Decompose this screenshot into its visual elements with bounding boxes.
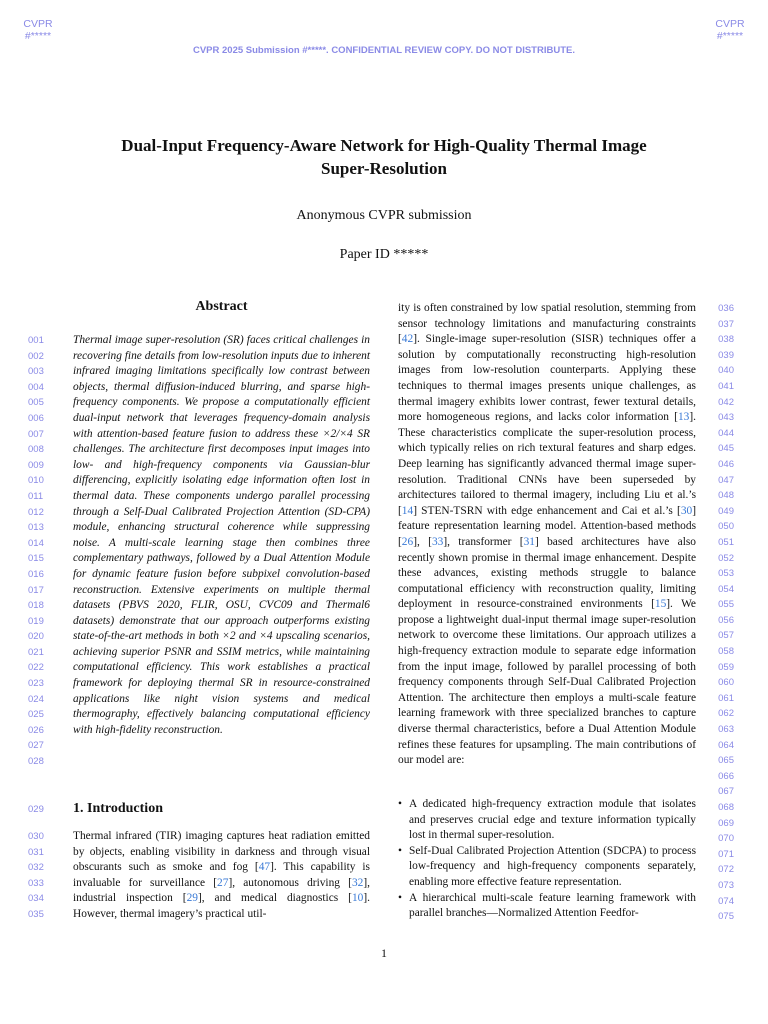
line-number: 029 xyxy=(28,804,44,815)
line-numbers-intro xyxy=(28,829,58,923)
citation-link[interactable]: 29 xyxy=(186,892,198,905)
line-number: 072 xyxy=(718,864,734,876)
line-number: 068 xyxy=(718,802,734,813)
cvpr-mark-left-line1: CVPR xyxy=(23,18,53,30)
line-number: 049 xyxy=(718,505,734,517)
contributions-list xyxy=(398,797,696,922)
line-number: 009 xyxy=(28,459,44,471)
line-number: 042 xyxy=(718,396,734,408)
abstract-text: Thermal image super-resolution (SR) faces critical challenges in recovering fine details from low-resolution inputs due to inherent infrared imaging limitations specifically low contrast between objects, thermal diffusion-induced blurring, and sparse high-frequency components. We propose a computationally efficient dual-input network that leverages frequency-domain analysis with attention-based feature fusion to address these ×2/×4 SR challenges. The architecture first decomposes input images into low- and high-frequency components via Gaussian-blur differencing, explicitly isolating edge information often lost in thermal data. These components undergo parallel processing through a Self-Dual Calibrated Projection Attention (SD-CPA) module, enhancing structural coherence while suppressing noise. A multi-scale learning stage then combines three complementary pathways, followed by a Dual Attention Module for dynamic feature fusion before subpixel convolution-based reconstruction. Extensive experiments on multiple thermal datasets (PBVS 2020, FLIR, OSU, CVC09 and Thermal6 datasets) demonstrate that our approach outperforms existing state-of-the-art methods in both ×2 and ×4 upscaling scenarios, achieving superior PSNR and SSIM metrics, while maintaining computational efficiency. This work establishes a practical framework for deploying thermal SR in resource-constrained applications like night vision systems and medical thermography, effectively balancing computational efficiency with high-fidelity reconstruction. xyxy=(73,334,370,736)
line-number: 028 xyxy=(28,756,44,768)
line-number: 010 xyxy=(28,475,44,487)
line-number: 043 xyxy=(718,412,734,424)
list-item-text: Self-Dual Calibrated Projection Attention (SDCPA) to process low-frequency and high-frequency components separately, enabling more effective feature representation. xyxy=(409,844,696,888)
list-item xyxy=(398,844,696,891)
line-number: 013 xyxy=(28,522,44,534)
line-number: 020 xyxy=(28,631,44,643)
line-number: 005 xyxy=(28,397,44,409)
line-number: 019 xyxy=(28,615,44,627)
line-number: 001 xyxy=(28,335,44,346)
line-number: 034 xyxy=(28,893,44,905)
body-text-run: ity is often constrained by low spatial resolution, stemming from sensor technology limitations and manufacturing constraints [ xyxy=(398,302,696,346)
line-number: 064 xyxy=(718,739,734,751)
line-number: 018 xyxy=(28,600,44,612)
line-number: 048 xyxy=(718,490,734,502)
citation-link[interactable]: 32 xyxy=(351,876,364,889)
line-number: 062 xyxy=(718,708,734,720)
cvpr-mark-left-line2: #***** xyxy=(24,30,52,42)
line-number: 026 xyxy=(28,724,44,736)
line-number: 075 xyxy=(718,911,734,923)
line-number: 069 xyxy=(718,817,734,829)
paper-title-line1: Dual-Input Frequency-Aware Network for High-Quality Thermal Image xyxy=(121,136,647,155)
right-column-paragraph xyxy=(398,301,696,769)
line-numbers-right xyxy=(712,301,734,925)
line-number: 065 xyxy=(718,755,734,767)
line-number: 067 xyxy=(718,786,734,798)
body-text-run: ]. These characteristics complicate the super-resolution process, which typically relies on rich textural features and sharp edges. Deep learning has significantly advanced thermal image super-resolution. Traditional CNNs have been superseded by architectures tailored to thermal imagery, including Liu et al.’s [ xyxy=(398,411,696,517)
section-heading-introduction: 1. Introduction xyxy=(73,801,163,816)
body-text-run: ] based architectures have also recently shown promise in thermal image enhancement. Despite these advances, existing methods struggle to balance computational efficiency with reconstruction quality, limiting deployment in resource-constrained environments [ xyxy=(398,535,696,611)
line-number: 061 xyxy=(718,692,734,704)
citation-link[interactable]: 27 xyxy=(217,876,229,889)
line-number: 015 xyxy=(28,553,44,565)
intro-paragraph xyxy=(73,829,370,923)
citation-link[interactable]: 42 xyxy=(401,333,414,346)
citation-link[interactable]: 26 xyxy=(401,535,414,548)
line-number: 044 xyxy=(718,427,734,439)
line-number: 007 xyxy=(28,428,44,440)
line-number: 070 xyxy=(718,833,734,845)
citation-link[interactable]: 47 xyxy=(258,861,271,874)
bullet-icon: • xyxy=(398,798,402,810)
line-number: 003 xyxy=(28,366,44,378)
cvpr-mark-left xyxy=(8,18,68,42)
line-number: 036 xyxy=(718,303,734,314)
line-number: 053 xyxy=(718,568,734,580)
paper-title-line2: Super-Resolution xyxy=(321,159,447,178)
body-text-run: ] feature representation learning model. Attention-based methods [ xyxy=(398,504,696,548)
line-number: 017 xyxy=(28,584,44,596)
line-number: 035 xyxy=(28,908,44,920)
line-number: 024 xyxy=(28,693,44,705)
line-number: 039 xyxy=(718,349,734,361)
line-number: 033 xyxy=(28,877,44,889)
intro-text-run: ], autonomous driving [ xyxy=(228,876,352,889)
line-number: 055 xyxy=(718,599,734,611)
paper-id: Paper ID ***** xyxy=(339,247,429,262)
line-number: 057 xyxy=(718,630,734,642)
cvpr-mark-right-line1: CVPR xyxy=(715,18,745,30)
body-text-run: ] STEN-TSRN with edge enhancement and Cai et al.’s [ xyxy=(413,504,681,517)
line-number: 045 xyxy=(718,443,734,455)
list-item-text: A hierarchical multi-scale feature learning framework with parallel branches—Normalized Attention Feedfor- xyxy=(409,891,696,920)
intro-text-run: ], industrial inspection [ xyxy=(73,876,370,905)
citation-link[interactable]: 31 xyxy=(523,535,535,548)
body-text-run: ], [ xyxy=(413,535,432,548)
line-number: 040 xyxy=(718,365,734,377)
line-number: 052 xyxy=(718,552,734,564)
line-number: 037 xyxy=(718,318,734,330)
line-number: 054 xyxy=(718,583,734,595)
line-number: 046 xyxy=(718,458,734,470)
line-number: 004 xyxy=(28,381,44,393)
cvpr-mark-right xyxy=(700,18,760,42)
list-item xyxy=(398,797,696,844)
body-text-run: ], transformer [ xyxy=(443,535,524,548)
line-number-intro-heading xyxy=(28,802,58,818)
line-number: 021 xyxy=(28,646,44,658)
line-number: 041 xyxy=(718,380,734,392)
line-number: 071 xyxy=(718,848,734,860)
abstract-heading: Abstract xyxy=(195,299,248,314)
line-number: 016 xyxy=(28,568,44,580)
confidential-notice: CVPR 2025 Submission #*****. CONFIDENTIAL REVIEW COPY. DO NOT DISTRIBUTE. xyxy=(192,45,575,56)
intro-text-run: ], and medical diagnostics [ xyxy=(197,892,352,905)
citation-link[interactable]: 30 xyxy=(680,504,693,517)
citation-link[interactable]: 14 xyxy=(401,504,414,517)
line-number: 066 xyxy=(718,770,734,782)
intro-text-run: Thermal infrared (TIR) imaging captures heat radiation emitted by objects, enabling visibility in darkness and through visual obscurants such as smoke and fog [ xyxy=(73,830,370,874)
bullet-icon: • xyxy=(398,891,402,904)
line-number: 056 xyxy=(718,614,734,626)
line-number: 012 xyxy=(28,506,44,518)
line-number: 027 xyxy=(28,740,44,752)
cvpr-mark-right-line2: #***** xyxy=(716,30,744,42)
line-number: 038 xyxy=(718,334,734,346)
line-number: 002 xyxy=(28,350,44,362)
line-number: 030 xyxy=(28,831,44,842)
line-number: 011 xyxy=(28,490,44,502)
line-number: 008 xyxy=(28,444,44,456)
line-number: 025 xyxy=(28,709,44,721)
line-number: 047 xyxy=(718,474,734,486)
line-number: 014 xyxy=(28,537,44,549)
intro-text-run: ]. However, thermal imagery’s practical util- xyxy=(73,892,371,920)
line-number: 006 xyxy=(28,412,44,424)
bullet-icon: • xyxy=(398,844,402,857)
list-item-text: A dedicated high-frequency extraction module that isolates and preserves crucial edge and texture information typically lost in thermal super-resolution. xyxy=(409,798,696,842)
line-number: 074 xyxy=(718,895,734,907)
line-number: 032 xyxy=(28,862,44,874)
line-number: 058 xyxy=(718,646,734,658)
paper-title xyxy=(80,134,688,180)
citation-link[interactable]: 33 xyxy=(431,535,444,548)
page-number: 1 xyxy=(381,946,387,960)
line-number: 063 xyxy=(718,724,734,736)
line-number: 031 xyxy=(28,846,44,858)
body-text-run: ]. Single-image super-resolution (SISR) techniques offer a solution by computationally reconstructing high-resolution images from low-resolution counterparts. Applying these techniques to thermal images presents unique challenges, as thermal imagery exhibits lower contrast, fewer textural details, more homogeneous regions, and lacks color information [ xyxy=(398,333,696,424)
line-numbers-abstract xyxy=(28,333,58,770)
line-number: 022 xyxy=(28,662,44,674)
intro-text-run: ]. This capability is invaluable for surveillance [ xyxy=(73,861,370,889)
line-number: 059 xyxy=(718,661,734,673)
line-number: 023 xyxy=(28,678,44,690)
list-item xyxy=(398,891,696,922)
citation-link[interactable]: 10 xyxy=(351,892,364,905)
body-text-run: ]. We propose a lightweight dual-input thermal image super-resolution network to overcome these limitations. Our approach utilizes a high-frequency extraction module to separate edge information from the input image, followed by parallel processing of both frequency components through Self-Dual Calibrated Projection Attention. The architecture then employs a multi-scale feature learning framework with three specialized branches to capture diverse thermal characteristics, before a Dual Attention Module refines these features for upsampling. The main contributions of our model are: xyxy=(398,598,696,767)
citation-link[interactable]: 13 xyxy=(677,411,690,424)
line-number: 051 xyxy=(718,536,734,548)
line-number: 073 xyxy=(718,879,734,891)
paper-author: Anonymous CVPR submission xyxy=(296,208,472,223)
line-number: 060 xyxy=(718,677,734,689)
citation-link[interactable]: 15 xyxy=(654,598,667,611)
line-number: 050 xyxy=(718,521,734,533)
